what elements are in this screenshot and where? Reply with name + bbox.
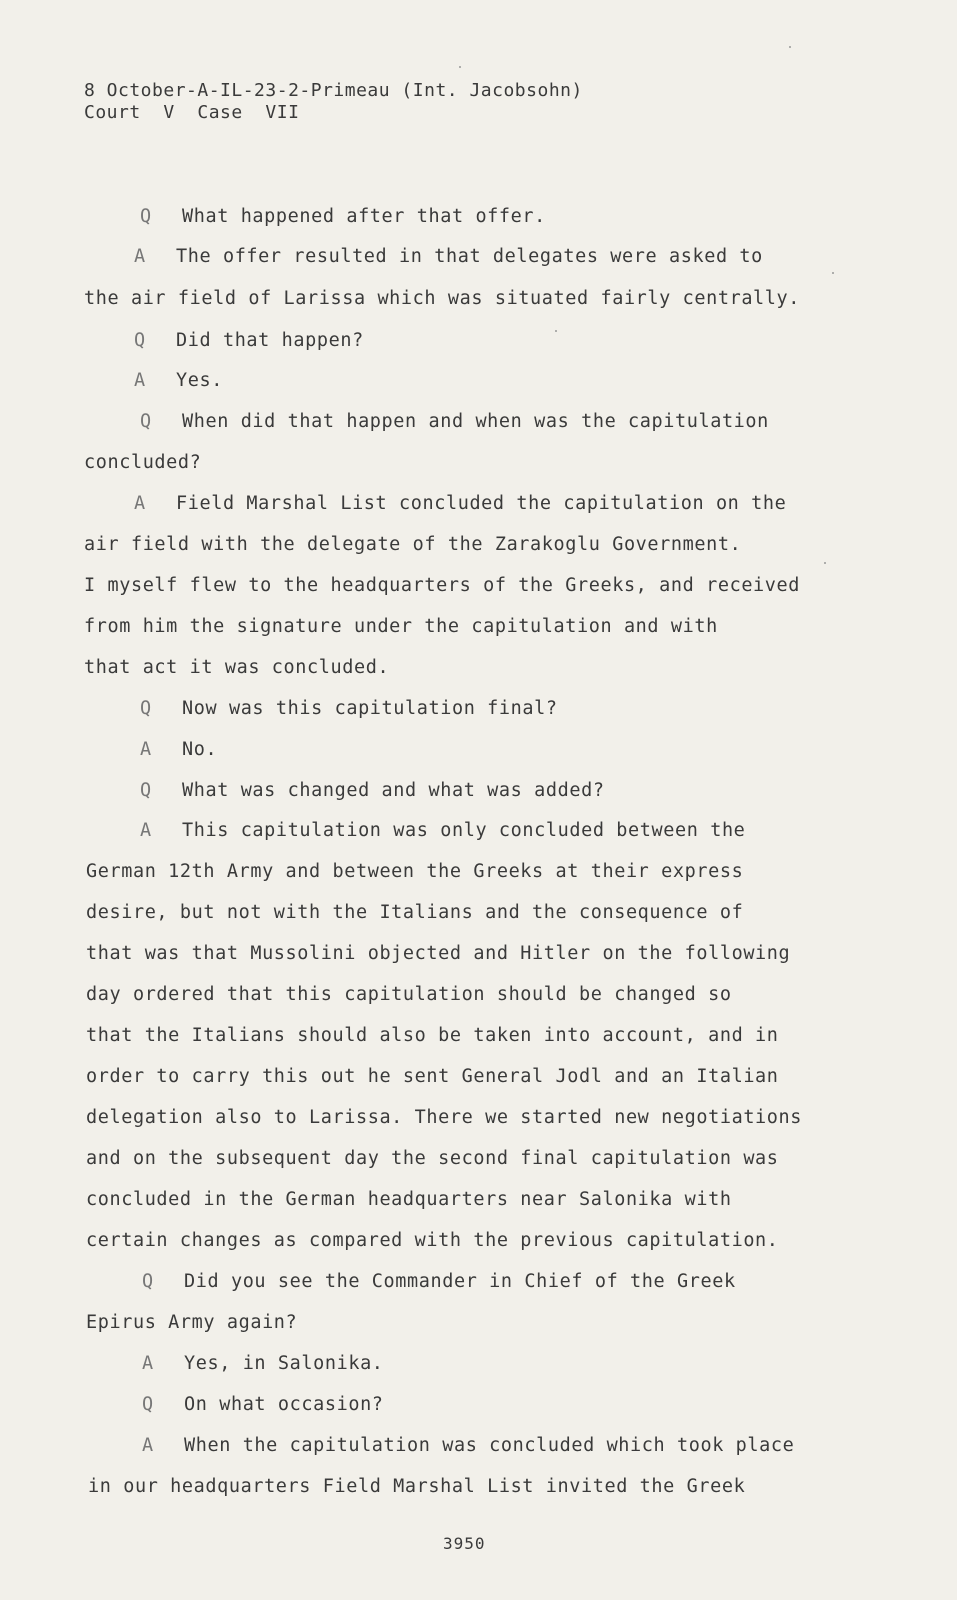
transcript-line [140, 698, 558, 719]
line-text: The offer resulted in that delegates were asked to [176, 246, 763, 267]
document-header [84, 80, 583, 124]
paper-speck [555, 330, 557, 332]
transcript-line [134, 246, 763, 267]
line-text: that was that Mussolini objected and Hitler on the following [86, 943, 791, 964]
line-text: I myself flew to the headquarters of the Greeks, and received [84, 575, 801, 596]
speaker-tag: Q [140, 206, 152, 227]
transcript-line [86, 1230, 779, 1251]
speaker-tag: Q [142, 1394, 154, 1415]
speaker-tag: Q [140, 780, 152, 801]
header-line-2: Court V Case VII [84, 102, 300, 123]
paper-speck [824, 562, 826, 564]
transcript-line [84, 288, 800, 309]
transcript-line [86, 861, 743, 882]
transcript-line [134, 330, 364, 351]
paper-speck [789, 46, 791, 48]
speaker-tag: A [142, 1353, 154, 1374]
transcript-line [86, 1107, 802, 1128]
transcript-line [84, 452, 201, 473]
speaker-tag: A [134, 493, 146, 514]
transcript-line [86, 1312, 297, 1333]
transcript-line [86, 1148, 779, 1169]
transcript-line [140, 780, 605, 801]
transcript-line [134, 370, 223, 391]
transcript-line [140, 739, 217, 760]
line-text: desire, but not with the Italians and the consequence of [86, 902, 744, 923]
speaker-tag: A [140, 820, 152, 841]
line-text: Yes. [176, 370, 223, 391]
header-line-1: 8 October-A-IL-23-2-Primeau (Int. Jacobsohn) [84, 80, 583, 101]
line-text: the air field of Larissa which was situated fairly centrally. [84, 288, 801, 309]
transcript-line [142, 1435, 794, 1456]
transcript-line [86, 1025, 779, 1046]
line-text: order to carry this out he sent General Jodl and an Italian [86, 1066, 779, 1087]
transcript-line [84, 616, 718, 637]
line-text: No. [182, 739, 218, 760]
transcript-line [140, 411, 769, 432]
line-text: certain changes as compared with the previous capitulation. [86, 1230, 779, 1251]
line-text: that act it was concluded. [84, 657, 390, 678]
transcript-line [142, 1353, 384, 1374]
line-text: air field with the delegate of the Zarakoglu Government. [84, 534, 742, 555]
line-text: On what occasion? [184, 1394, 384, 1415]
speaker-tag: A [134, 246, 146, 267]
speaker-tag: A [134, 370, 146, 391]
page-number: 3950 [443, 1534, 486, 1553]
line-text: delegation also to Larissa. There we started new negotiations [86, 1107, 803, 1128]
line-text: Did that happen? [176, 330, 364, 351]
paper-speck [832, 272, 834, 274]
line-text: When the capitulation was concluded which took place [184, 1435, 795, 1456]
transcript-line [140, 820, 745, 841]
speaker-tag: Q [140, 411, 152, 432]
speaker-tag: A [140, 739, 152, 760]
transcript-line [84, 575, 800, 596]
line-text: What was changed and what was added? [182, 780, 605, 801]
line-text: Did you see the Commander in Chief of the Greek [184, 1271, 736, 1292]
paper-speck [459, 66, 461, 68]
line-text: Yes, in Salonika. [184, 1353, 384, 1374]
transcript-line [88, 1476, 745, 1497]
line-text: Field Marshal List concluded the capitulation on the [176, 493, 787, 514]
speaker-tag: A [142, 1435, 154, 1456]
transcript-line [86, 1066, 779, 1087]
transcript-line [84, 657, 389, 678]
speaker-tag: Q [134, 330, 146, 351]
line-text: Epirus Army again? [86, 1312, 298, 1333]
line-text: concluded in the German headquarters near Salonika with [86, 1189, 732, 1210]
transcript-line [142, 1271, 736, 1292]
line-text: German 12th Army and between the Greeks at their express [86, 861, 744, 882]
speaker-tag: Q [142, 1271, 154, 1292]
line-text: concluded? [84, 452, 202, 473]
transcript-line [86, 1189, 732, 1210]
transcript-line [84, 534, 741, 555]
line-text: What happened after that offer. [182, 206, 546, 227]
transcript-line [86, 902, 743, 923]
transcript-line [142, 1394, 384, 1415]
line-text: When did that happen and when was the capitulation [182, 411, 769, 432]
line-text: Now was this capitulation final? [182, 698, 558, 719]
transcript-line [86, 984, 732, 1005]
line-text: in our headquarters Field Marshal List invited the Greek [88, 1476, 746, 1497]
line-text: and on the subsequent day the second final capitulation was [86, 1148, 779, 1169]
line-text: from him the signature under the capitulation and with [84, 616, 718, 637]
line-text: day ordered that this capitulation should be changed so [86, 984, 732, 1005]
line-text: that the Italians should also be taken into account, and in [86, 1025, 779, 1046]
line-text: This capitulation was only concluded between the [182, 820, 746, 841]
transcript-line [140, 206, 546, 227]
transcript-line [86, 943, 790, 964]
transcript-line [134, 493, 786, 514]
speaker-tag: Q [140, 698, 152, 719]
